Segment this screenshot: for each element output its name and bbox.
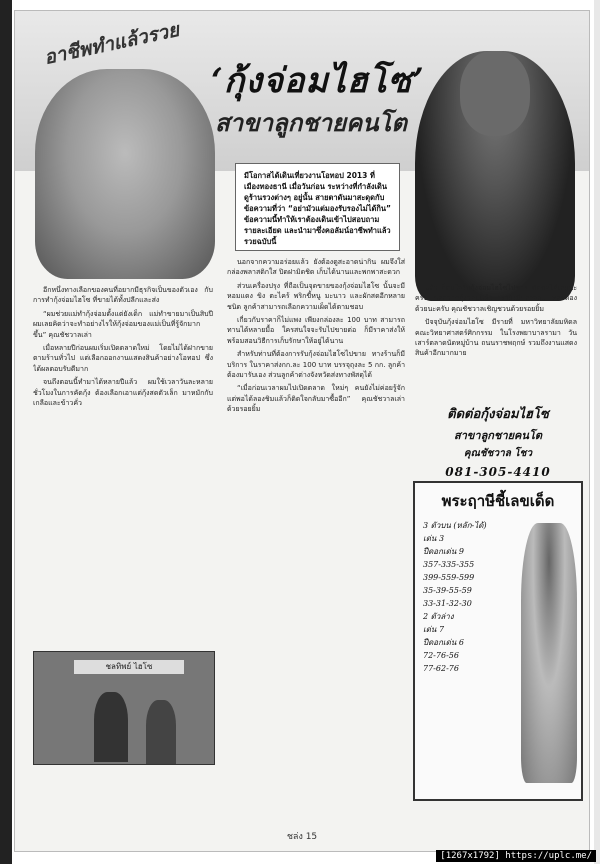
contact-phone: 081-305-4410 (445, 465, 551, 479)
scan-edge-right (594, 0, 600, 864)
paragraph: อีกหนึ่งทางเลือกของคนที่อยากมีธุรกิจเป็นของตัวเอง กับการทำกุ้งจ่อมไฮโซ ที่ขายได้ทั้งปลีกและส่ง (33, 286, 213, 305)
booth-photo (33, 651, 215, 765)
lottery-line: เด่น 3 (423, 534, 445, 543)
paragraph: จนถึงตอนนี้ทำมาได้หลายปีแล้ว ผมใช้เวลาวันละหลายชั่วโมงในการคัดกุ้ง ต้องเลือกเอาแต่กุ้งสดตัวเล็ก มาหมักกับเกลือและข้าวคั่ว (33, 378, 213, 408)
paragraph: ส่วนเครื่องปรุง ที่ถือเป็นจุดขายของกุ้งจ่อมไฮโซ นั้นจะมีหอมแดง ขิง ตะไคร้ พริกขี้หนู มะนาว และผักสดอีกหลายชนิด ลูกค้าสามารถเลือกความเผ็ดได้ตามชอบ (227, 281, 405, 311)
paragraph: “เมื่อก่อนเวลาผมไปเปิดตลาด ใหม่ๆ คนยังไม่ค่อยรู้จัก แต่พอได้ลองชิมแล้วก็ติดใจกลับมาซื้ออีก” คุณชัชวาลเล่าด้วยรอยยิ้ม (227, 384, 405, 414)
vendor-head (460, 51, 530, 136)
page-number: ชล่ง 15 (286, 832, 318, 842)
magazine-page (14, 10, 590, 852)
lottery-line: เด่น 7 (423, 625, 445, 634)
section-kicker: อาชีพทำแล้วรวย (42, 18, 182, 70)
paragraph: เกี่ยวกับราคาก็ไม่แพง เพียงกล่องละ 100 บาท สามารถทานได้หลายมื้อ ใครสนใจจะรับไปขายต่อ ก็มีราคาส่งให้ พร้อมสอนวิธีการเก็บรักษาให้อยู่ได้นาน (227, 316, 405, 345)
paragraph: นอกจากความอร่อยแล้ว ยังต้องดูสะอาดน่ากิน ผมจึงใส่กล่องพลาสติกใส ปิดฝามิดชิด เก็บได้นานและพกพาสะดวก (227, 258, 405, 277)
person-figure (94, 692, 128, 762)
article-subhead: สาขาลูกชายคนโต (215, 108, 408, 137)
paragraph: แล้ว ก็สนใจรับกุ้งจ่อมไฮโซไปขาย ติดต่อได้เลยนะครับ นอกจากกุ้งจ่อมแล้ว เรายังมีปลาจ่อม หอยดอง ด้วยนะครับ คุณชัชวาลเชิญชวนด้วยรอยยิ้ม (415, 284, 577, 313)
source-watermark: [1267x1792] https://uplc.me/ (436, 850, 596, 862)
paragraph: เมื่อหลายปีก่อนผมเริ่มเปิดตลาดใหม่ โดยไม่ได้ฝากขายตามร้านทั่วไป แต่เลือกออกงานแสดงสินค้าอย่างโอทอป ซึ่งได้ผลตอบรับดีมาก (33, 344, 213, 373)
lottery-line: 77-62-76 (423, 664, 459, 673)
lottery-line: 35-39-55-59 (423, 586, 472, 595)
booth-sign: ชลทิพย์ ไฮโซ (74, 660, 184, 674)
scan-edge-left (0, 0, 12, 864)
contact-box (419, 403, 577, 479)
contact-branch: สาขาลูกชายคนโต (453, 429, 542, 442)
article-column-3 (415, 283, 577, 403)
article-headline: ‘กุ้งจ่อมไฮโซ’ (211, 61, 425, 101)
lottery-line: 33-31-32-30 (423, 599, 472, 608)
article-column-1 (33, 285, 213, 645)
lottery-box (413, 481, 583, 801)
lottery-line: ปืดอกเด่น 9 (423, 547, 464, 556)
intro-box: มีโอกาสได้เดินเที่ยวงานโอทอป 2013 ที่เมืองทองธานี เมื่อวันก่อน ระหว่างที่กำลังเดินดูร้านรวงต่างๆ อยู่นั้น สายตาดันมาสะดุดกับข้อความที่ว่า “อย่ามัวแต่มองรับรองไม่ได้กิน” ข้อความนี้ทำให้เราต้องเดินเข้าไปสอบถามรายละเอียด และนำมาซึ่งคอลัมน์อาชีพทำแล้วรวยฉบับนี้ (235, 163, 400, 251)
contact-person: คุณชัชวาล โชว (463, 448, 533, 459)
paragraph: ปัจจุบันกุ้งจ่อมไฮโซ มีรายที่ มหาวิทยาลัยมหิดล คณะวิทยาศาสตร์ศิกกรรม ในโรงพยาบาลรามา วันเสาร์ตลาดนัดหมู่บ้าน ถนนราชพฤกษ์ รวมถึงงานแสดงสินค้าอีกมากมาย (415, 318, 577, 358)
lottery-line: 357-335-355 (423, 560, 475, 569)
lottery-title: พระฤาษีชี้เลขเด็ด (441, 492, 555, 510)
paragraph: “ผมช่วยแม่ทำกุ้งจ่อมตั้งแต่ยังเด็ก แม่ทำขายมาเป็นสิบปี ผมเลยคิดว่าจะทำอย่างไรให้กุ้งจ่อมของแม่เป็นที่รู้จักมากขึ้น” คุณชัชวาลเล่า (33, 309, 213, 339)
lottery-line: ปืดอกเด่น 6 (423, 638, 464, 647)
paragraph: สำหรับท่านที่ต้องการรับกุ้งจ่อมไฮโซไปขาย ทางร้านก็มีบริการ ในราคาส่งกก.ละ 100 บาท บรรจุถุงละ 5 กก. ลูกค้าต้องมารับเอง ส่วนลูกค้าต่างจังหวัดส่งทางพัสดุได้ (227, 350, 405, 380)
hermit-illustration (521, 523, 577, 783)
lottery-line: 399-559-599 (423, 573, 475, 582)
lottery-line: 72-76-56 (423, 651, 459, 660)
lottery-line: 2 ตัวล่าง (423, 612, 454, 621)
shrimp-bowl-image (35, 69, 215, 279)
article-column-2 (227, 257, 405, 817)
lottery-line: 3 ตัวบน (หลัก-ได้) (423, 521, 487, 530)
contact-title: ติดต่อกุ้งจ่อมไฮโซ (447, 407, 549, 422)
lottery-numbers (423, 519, 523, 675)
person-figure (146, 700, 176, 764)
